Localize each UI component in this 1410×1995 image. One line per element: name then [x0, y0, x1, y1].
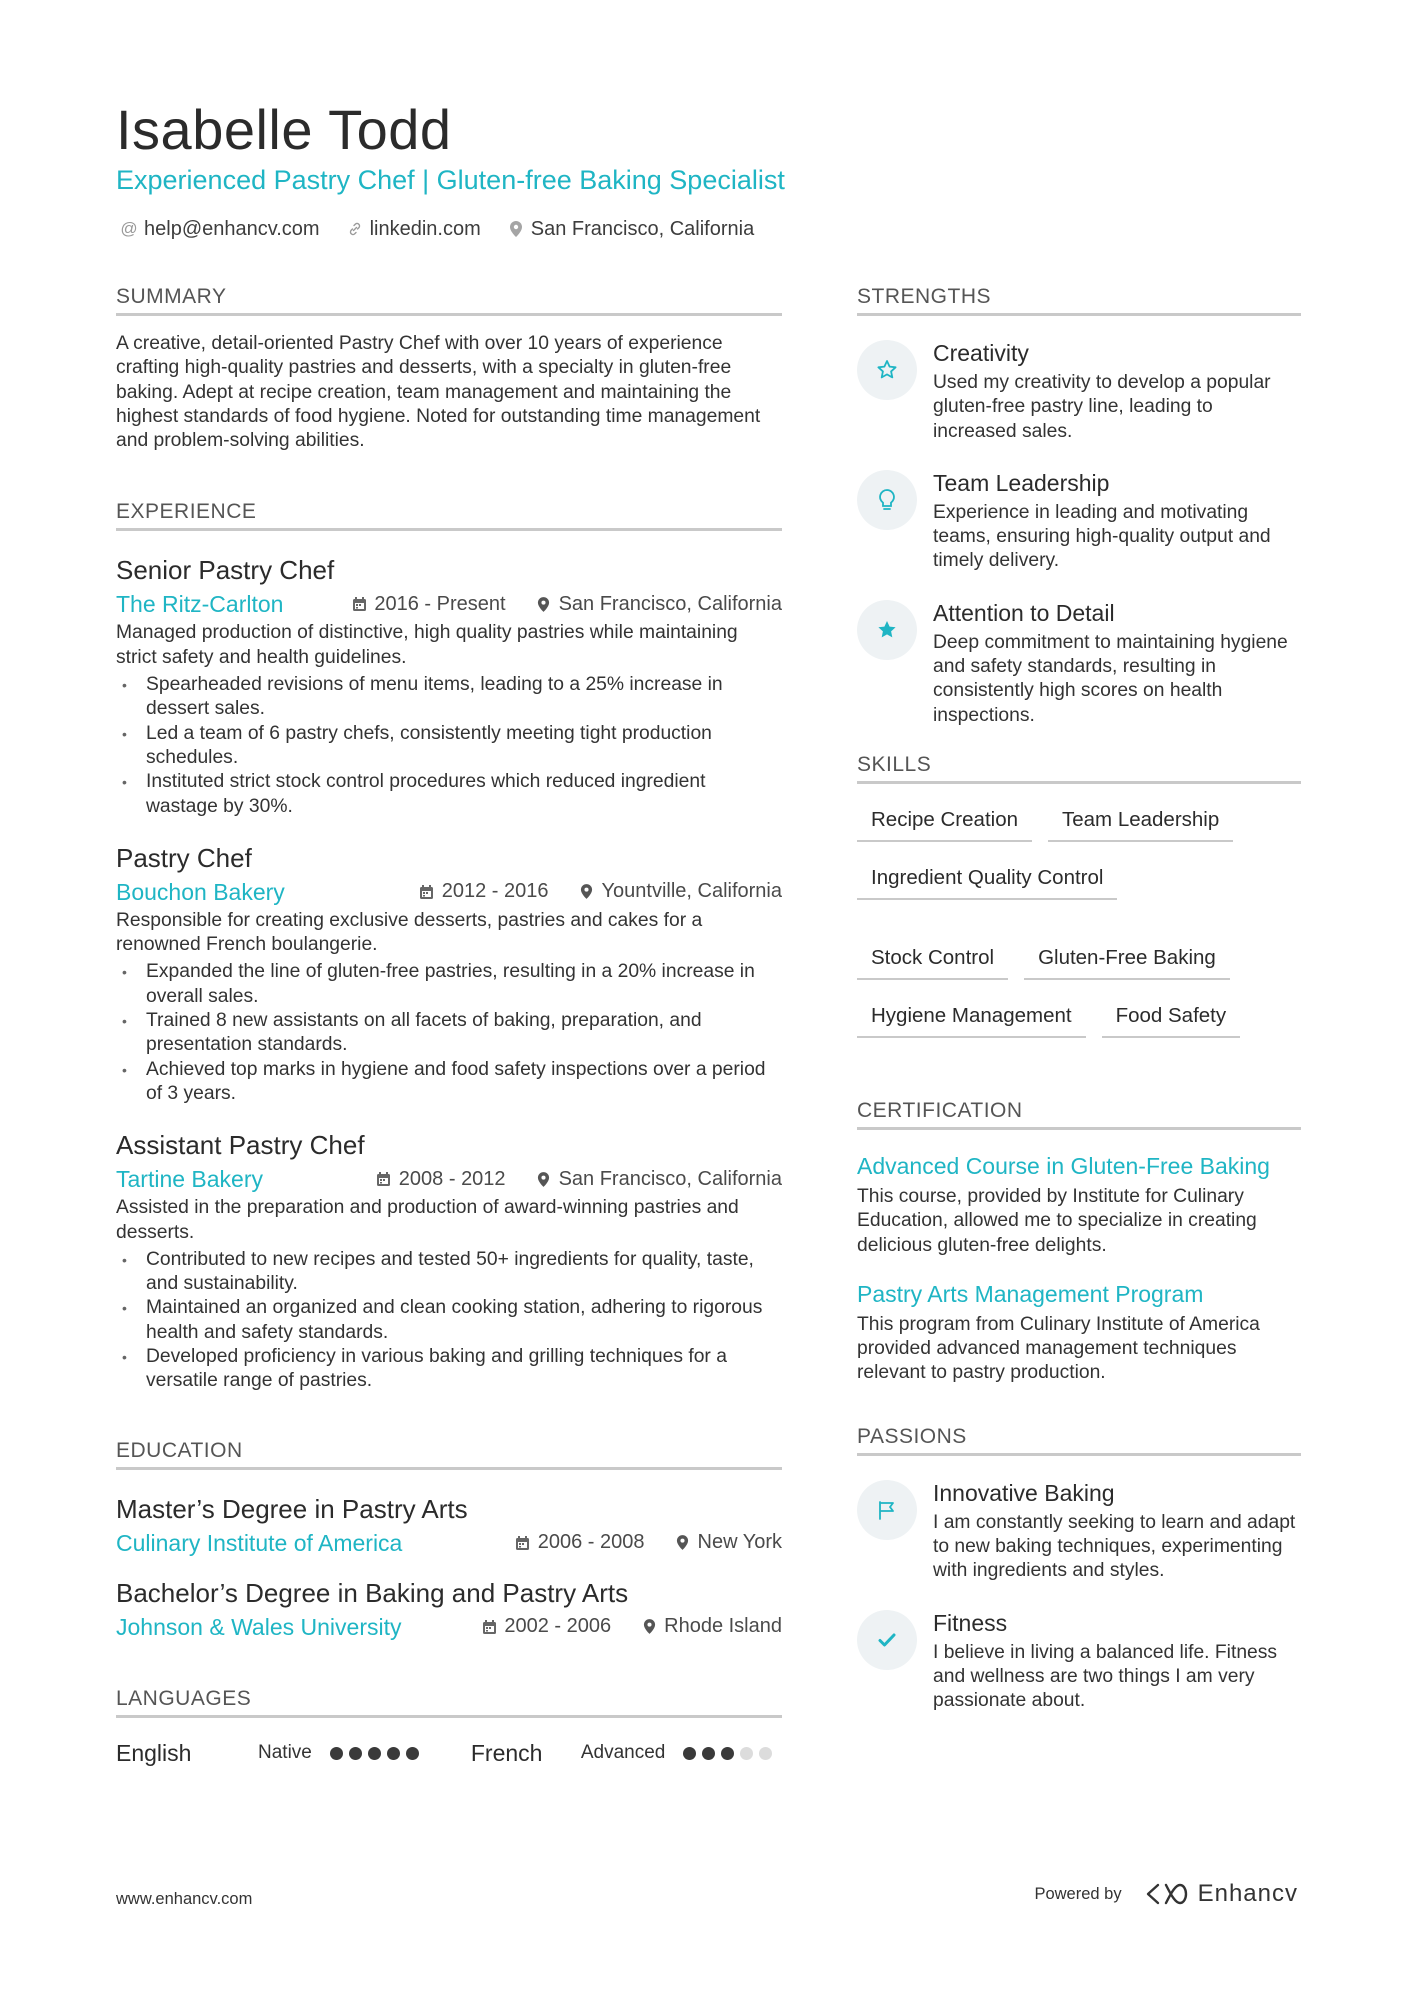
- education-location-text: New York: [697, 1531, 782, 1554]
- contact-location: [507, 215, 754, 243]
- strengths-section: [857, 284, 1301, 728]
- skill-tag: Hygiene Management: [857, 1002, 1086, 1038]
- powered-by-text: Powered by: [1034, 1884, 1122, 1903]
- job-entry: [116, 553, 782, 818]
- job-description: Assisted in the preparation and production of award-winning pastries and desserts.: [116, 1197, 739, 1243]
- lightbulb-icon: [857, 470, 917, 530]
- job-location-text: San Francisco, California: [558, 592, 782, 615]
- job-dates-text: 2012 - 2016: [441, 880, 549, 903]
- job-bullet: • Maintained an organized and clean cooking station, adhering to rigorous health and safety standards.: [116, 1296, 782, 1345]
- star-outline-icon: [857, 340, 917, 400]
- job-bullets: [116, 1248, 782, 1394]
- skill-tag: Gluten-Free Baking: [1024, 944, 1230, 980]
- job-title: Pastry Chef: [116, 842, 252, 873]
- rating-dot: [702, 1747, 715, 1760]
- location-icon: [507, 220, 525, 238]
- job-meta: [116, 589, 782, 619]
- job-meta: [116, 877, 782, 907]
- certification-text: This course, provided by Institute for Culinary Education, allowed me to specialize in creating delicious gluten-free delights.: [857, 1185, 1257, 1256]
- brand-name: Enhancv: [1197, 1880, 1298, 1907]
- strength-text: Deep commitment to maintaining hygiene and safety standards, resulting in consistently high scores on health inspections.: [933, 631, 1288, 726]
- degree-title: Master’s Degree in Pastry Arts: [116, 1493, 468, 1524]
- skill-tag: Team Leadership: [1048, 806, 1233, 842]
- summary-section: [116, 284, 782, 453]
- calendar-icon: [481, 1619, 497, 1635]
- skill-tag: Food Safety: [1102, 1002, 1241, 1038]
- language-name: French: [470, 1739, 543, 1766]
- enhancv-logo-icon: [1144, 1881, 1190, 1907]
- enhancv-logo[interactable]: [1144, 1880, 1298, 1908]
- rating-dot: [406, 1747, 419, 1760]
- job-description: Responsible for creating exclusive desserts, pastries and cakes for a renowned French boulangerie.: [116, 909, 703, 956]
- job-entry: [116, 841, 782, 1106]
- check-icon: [857, 1610, 917, 1670]
- job-location-text: Yountville, California: [601, 880, 782, 903]
- job-company: Tartine Bakery: [116, 1166, 264, 1193]
- languages-section: [116, 1686, 782, 1767]
- job-dates: [376, 1168, 506, 1191]
- job-bullets: [116, 673, 782, 819]
- job-location: [536, 1168, 782, 1191]
- job-description: Managed production of distinctive, high quality pastries while maintaining strict safety and health guidelines.: [116, 622, 738, 668]
- language-level: Advanced: [580, 1742, 666, 1764]
- job-meta: [116, 1164, 782, 1194]
- education-dates: [481, 1615, 611, 1638]
- rating-dot: [387, 1747, 400, 1760]
- passion-item: [857, 1608, 1301, 1714]
- languages-row: [116, 1740, 782, 1767]
- certification-section: [857, 1098, 1301, 1386]
- skills-section: [857, 752, 1301, 1038]
- location-icon: [536, 1171, 552, 1188]
- location-icon: [579, 883, 595, 900]
- summary-text: A creative, detail-oriented Pastry Chef with over 10 years of experience crafting high-quality pastries and desserts, with a specialty in gluten-free baking. Adept at recipe creation, team management and maintaining the highest standards of food hygiene. Noted for outstanding time management and problem-solving abilities.: [116, 333, 761, 452]
- education-dates: [515, 1531, 645, 1554]
- job-bullet: • Developed proficiency in various baking and grilling techniques for a versatile range of pastries.: [116, 1345, 782, 1394]
- education-location-text: Rhode Island: [664, 1615, 782, 1638]
- contact-linkedin[interactable]: [346, 215, 481, 243]
- location-icon: [675, 1534, 691, 1551]
- rating-dot: [683, 1747, 696, 1760]
- skills-list: [857, 806, 1301, 1038]
- job-title: Assistant Pastry Chef: [116, 1130, 365, 1161]
- rating-dot: [721, 1747, 734, 1760]
- contact-bar: [120, 215, 754, 243]
- skills-heading: SKILLS: [857, 752, 1301, 784]
- certification-title: Advanced Course in Gluten-Free Baking: [857, 1152, 1270, 1179]
- calendar-icon: [376, 1171, 392, 1187]
- footer-branding: [1034, 1880, 1298, 1908]
- link-icon: [346, 221, 364, 237]
- job-bullets: [116, 960, 782, 1106]
- passion-title: Fitness: [933, 1609, 1008, 1636]
- location-icon: [536, 596, 552, 613]
- education-location: [641, 1615, 782, 1638]
- job-dates: [351, 593, 505, 616]
- contact-email[interactable]: [120, 215, 320, 243]
- contact-email-text: help@enhancv.com: [144, 218, 320, 240]
- at-icon: @: [120, 219, 138, 238]
- language-rating: [683, 1747, 772, 1760]
- rating-dot: [349, 1747, 362, 1760]
- left-column: [116, 284, 782, 1767]
- certification-item: [857, 1280, 1301, 1386]
- strength-item: [857, 598, 1301, 728]
- skill-tag: Stock Control: [857, 944, 1008, 980]
- education-meta: [116, 1612, 782, 1642]
- job-dates-text: 2016 - Present: [374, 592, 506, 615]
- strength-text: Used my creativity to develop a popular gluten-free pastry line, leading to increased sales.: [933, 372, 1271, 442]
- job-bullet: • Instituted strict stock control procedures which reduced ingredient wastage by 30%.: [116, 770, 782, 819]
- contact-location-text: San Francisco, California: [530, 218, 755, 240]
- strength-title: Creativity: [933, 340, 1029, 366]
- location-icon: [641, 1618, 657, 1635]
- calendar-icon: [419, 884, 435, 900]
- languages-heading: LANGUAGES: [116, 1686, 782, 1718]
- passions-section: [857, 1424, 1301, 1714]
- strengths-heading: STRENGTHS: [857, 284, 1301, 316]
- certification-text: This program from Culinary Institute of America provided advanced management techniques relevant to pastry production.: [857, 1313, 1260, 1384]
- education-entry: [116, 1576, 782, 1642]
- job-bullet: • Spearheaded revisions of menu items, leading to a 25% increase in dessert sales.: [116, 673, 782, 722]
- passions-heading: PASSIONS: [857, 1424, 1301, 1456]
- passion-text: I believe in living a balanced life. Fitness and wellness are two things I am very passionate about.: [933, 1641, 1278, 1712]
- strength-item: [857, 468, 1301, 574]
- education-dates-text: 2006 - 2008: [537, 1531, 645, 1554]
- right-column: [857, 284, 1301, 1738]
- education-entry: [116, 1492, 782, 1558]
- strength-item: [857, 338, 1301, 444]
- experience-section: [116, 499, 782, 1393]
- job-entry: [116, 1128, 782, 1393]
- job-dates-text: 2008 - 2012: [398, 1167, 506, 1190]
- education-meta: [116, 1528, 782, 1558]
- passion-title: Innovative Baking: [933, 1479, 1115, 1506]
- candidate-title: Experienced Pastry Chef | Gluten-free Baking Specialist: [116, 165, 785, 195]
- certification-item: [857, 1152, 1301, 1258]
- job-bullet: • Expanded the line of gluten-free pastries, resulting in a 20% increase in overall sales.: [116, 960, 782, 1009]
- job-title: Senior Pastry Chef: [116, 555, 335, 586]
- contact-linkedin-text: linkedin.com: [369, 218, 481, 240]
- certification-heading: CERTIFICATION: [857, 1098, 1301, 1130]
- language-name: English: [116, 1739, 192, 1766]
- education-heading: EDUCATION: [116, 1438, 782, 1470]
- job-dates: [419, 880, 549, 903]
- job-company: The Ritz-Carlton: [116, 591, 284, 618]
- strength-text: Experience in leading and motivating teams, ensuring high-quality output and timely delivery.: [933, 501, 1271, 572]
- job-bullet: • Contributed to new recipes and tested 50+ ingredients for quality, taste, and sustainability.: [116, 1248, 782, 1297]
- education-location: [675, 1531, 783, 1554]
- candidate-name: Isabelle Todd: [116, 98, 452, 161]
- skill-tag: Recipe Creation: [857, 806, 1032, 842]
- job-bullet: • Led a team of 6 pastry chefs, consistently meeting tight production schedules.: [116, 722, 782, 771]
- rating-dot: [330, 1747, 343, 1760]
- experience-heading: EXPERIENCE: [116, 499, 782, 531]
- rating-dot: [740, 1747, 753, 1760]
- rating-dot: [368, 1747, 381, 1760]
- school-name: Johnson & Wales University: [116, 1613, 402, 1640]
- school-name: Culinary Institute of America: [116, 1529, 403, 1556]
- footer-website[interactable]: www.enhancv.com: [116, 1890, 253, 1908]
- strength-title: Team Leadership: [933, 469, 1110, 496]
- job-bullet: • Achieved top marks in hygiene and food safety inspections over a period of 3 years.: [116, 1058, 782, 1107]
- flag-icon: [857, 1480, 917, 1540]
- education-dates-text: 2002 - 2006: [504, 1615, 612, 1638]
- calendar-icon: [351, 596, 367, 612]
- strength-title: Attention to Detail: [933, 599, 1115, 626]
- job-company: Bouchon Bakery: [116, 878, 285, 905]
- language-level: Native: [258, 1742, 312, 1764]
- language-rating: [330, 1747, 419, 1760]
- calendar-icon: [515, 1535, 531, 1551]
- job-bullet: • Trained 8 new assistants on all facets of baking, preparation, and presentation standards.: [116, 1009, 782, 1058]
- rating-dot: [759, 1747, 772, 1760]
- education-section: [116, 1438, 782, 1642]
- job-location: [536, 593, 782, 616]
- summary-heading: SUMMARY: [116, 284, 782, 316]
- star-filled-icon: [857, 600, 917, 660]
- degree-title: Bachelor’s Degree in Baking and Pastry Arts: [116, 1577, 629, 1608]
- passion-item: [857, 1478, 1301, 1584]
- skill-tag: Ingredient Quality Control: [857, 864, 1117, 900]
- job-location-text: San Francisco, California: [558, 1167, 782, 1190]
- job-location: [579, 880, 782, 903]
- passion-text: I am constantly seeking to learn and adapt to new baking techniques, experimenting with ingredients and styles.: [933, 1511, 1296, 1582]
- certification-title: Pastry Arts Management Program: [857, 1280, 1204, 1307]
